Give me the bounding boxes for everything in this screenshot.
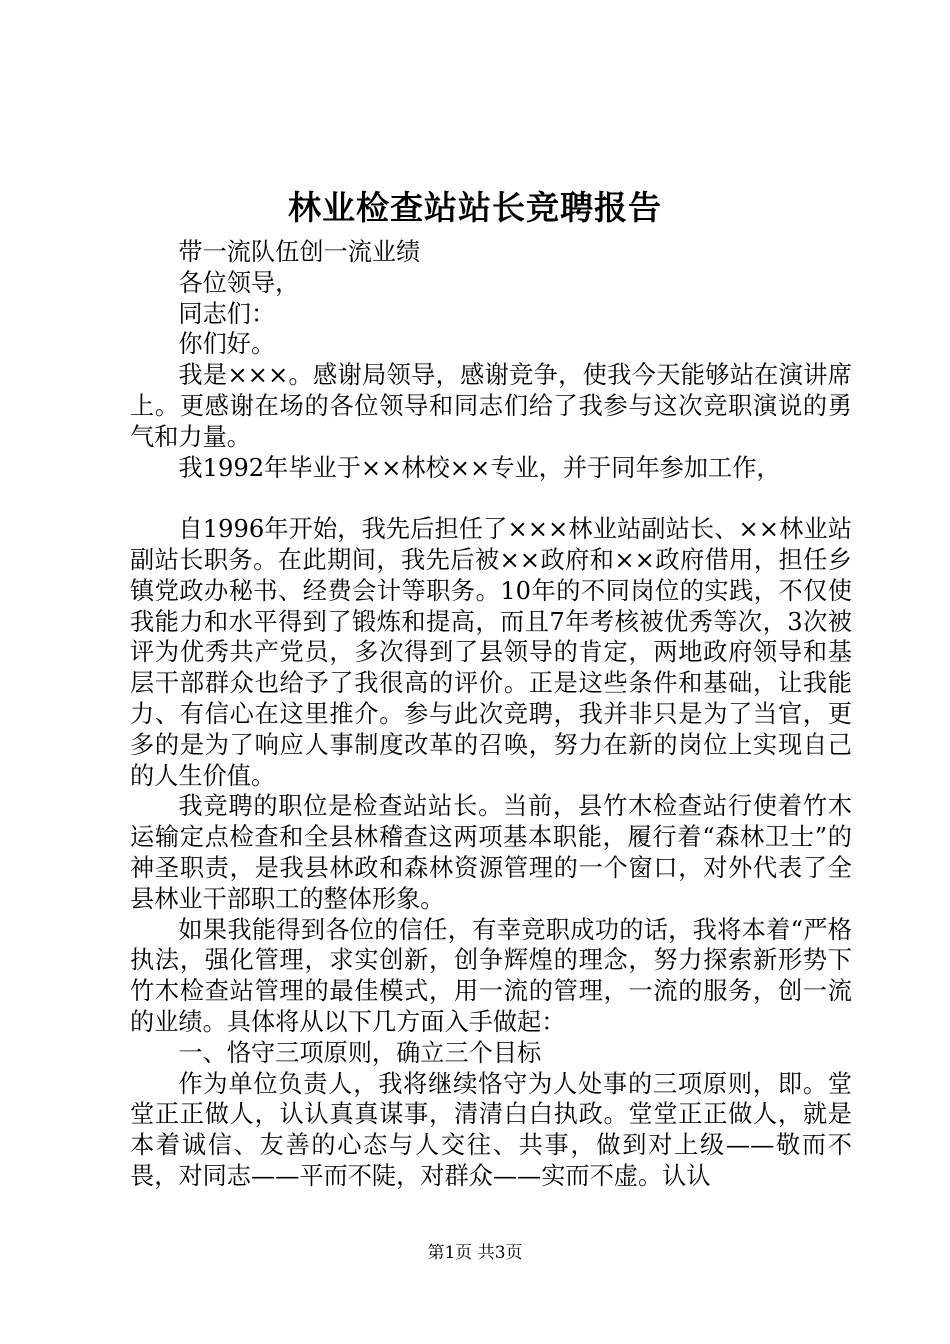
- paragraph-salutation-leaders: 各位领导，: [178, 268, 300, 297]
- section-heading: 一、恪守三项原则，确立三个目标: [178, 1038, 542, 1067]
- document-title: 林业检查站站长竞聘报告: [288, 188, 662, 227]
- paragraph-work-experience: 自1996年开始，我先后担任了×××林业站副站长、××林业站副站长职务。在此期间，我先后被××政府和××政府借用，担任乡镇党政办秘书、经费会计等职务。10年的不同岗位的实践，不仅使我能力和水平得到了锻炼和提高，而且7年考核被优秀等次，3次被评为优秀共产党员，多次得到了县领导的肯定，两地政府领导和基层干部群众也给予了我很高的评价。正是这些条件和基础，让我能力、有信心在这里推介。参与此次竞聘，我并非只是为了当官，更多的是为了响应人事制度改革的召唤，努力在新的岗位上实现自己的人生价值。: [130, 515, 852, 790]
- paragraph-introduction: 我是×××。感谢局领导，感谢竞争，使我今天能够站在演讲席上。更感谢在场的各位领导和同志们给了我参与这次竞职演说的勇气和力量。: [130, 361, 852, 451]
- paragraph-graduation: 我1992年毕业于××林校××专业，并于同年参加工作，: [178, 453, 781, 482]
- paragraph-salutation-comrades: 同志们：: [178, 299, 276, 328]
- paragraph-principles: 作为单位负责人，我将继续恪守为人处事的三项原则，即。堂堂正正做人，认认真真谋事，清清白白执政。堂堂正正做人，就是本着诚信、友善的心态与人交往、共事，做到对上级——敬而不畏，对同志——平而不陡，对群众——实而不虚。认认: [130, 1069, 852, 1190]
- paragraph-plan: 如果我能得到各位的信任，有幸竞职成功的话，我将本着“严格执法，强化管理，求实创新，创争辉煌的理念，努力探索新形势下竹木检查站管理的最佳模式，用一流的管理，一流的服务，创一流的业绩。具体将从以下几方面入手做起：: [130, 915, 852, 1036]
- document-body: [130, 237, 852, 1192]
- paragraph-greeting: 你们好。: [178, 330, 276, 359]
- paragraph-position: 我竞聘的职位是检查站站长。当前，县竹木检查站行使着竹木运输定点检查和全县林稽查这两项基本职能，履行着“森林卫士”的神圣职责，是我县林政和森林资源管理的一个窗口，对外代表了全县林业干部职工的整体形象。: [130, 792, 852, 913]
- paragraph-subtitle: 带一流队伍创一流业绩: [178, 238, 421, 266]
- page-footer: 第1页 共3页: [427, 1243, 523, 1263]
